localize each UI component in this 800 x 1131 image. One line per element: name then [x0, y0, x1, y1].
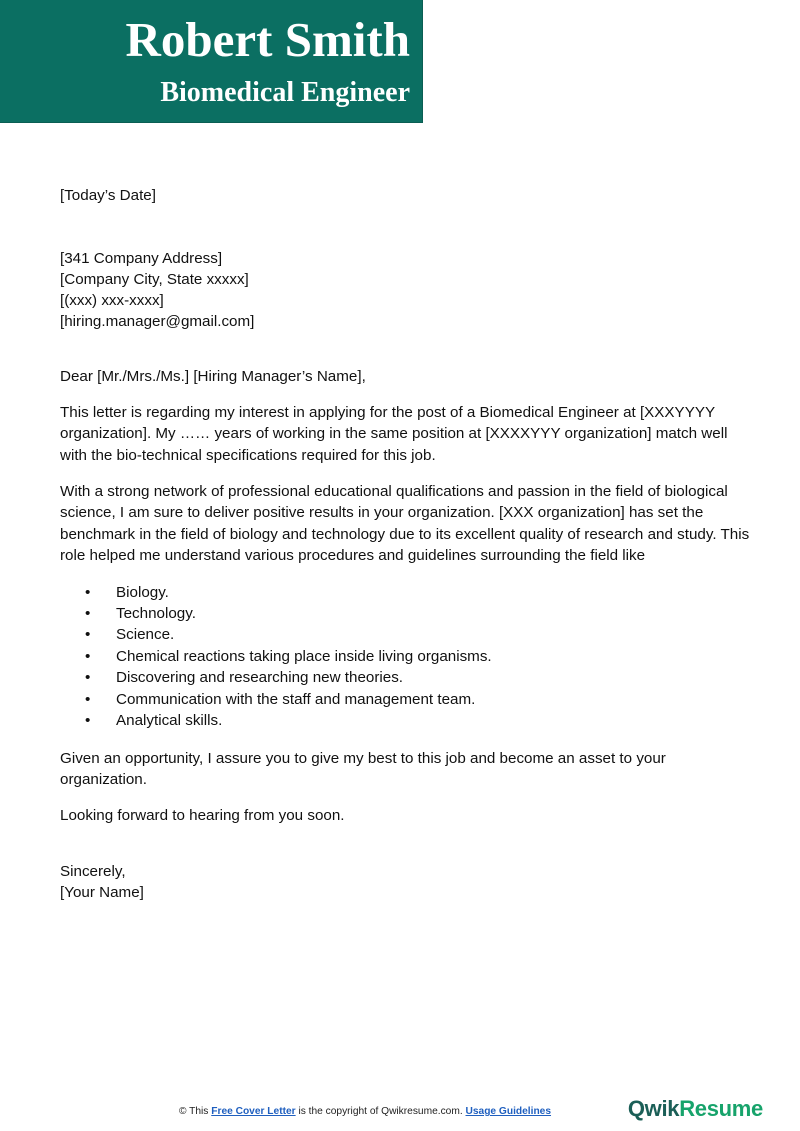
candidate-title: Biomedical Engineer: [160, 77, 410, 108]
candidate-name: Robert Smith: [125, 12, 410, 67]
qwikresume-logo: [628, 1096, 763, 1122]
list-item-text: Analytical skills.: [116, 712, 223, 730]
list-item: [60, 582, 750, 603]
free-cover-letter-link[interactable]: Free Cover Letter: [211, 1106, 296, 1117]
brand-part-qwik: Qwik: [627, 1096, 680, 1121]
bullet-icon: •: [85, 669, 91, 687]
signoff-block: [60, 861, 750, 904]
bullet-icon: •: [85, 605, 91, 623]
address-line-street: [341 Company Address]: [60, 250, 223, 268]
list-item-text: Communication with the staff and management team.: [116, 690, 476, 708]
bullet-icon: •: [85, 583, 91, 601]
letter-date: [Today’s Date]: [60, 187, 156, 204]
footer-prefix: © This: [179, 1106, 209, 1117]
list-item: [60, 646, 750, 667]
signature-name: [Your Name]: [60, 884, 144, 902]
list-item-text: Technology.: [116, 605, 196, 623]
usage-guidelines-link[interactable]: Usage Guidelines: [465, 1106, 552, 1117]
list-item-text: Discovering and researching new theories.: [116, 669, 404, 687]
bullet-icon: •: [85, 690, 91, 708]
list-item: [60, 689, 750, 710]
paragraph-qualifications: With a strong network of professional educational qualifications and passion in the field of biological science, I am sure to deliver positive results in your organization. [XXX organization] has set the benchmark in the field of biology and technology due to its excellent quality of research and study. This role helped me understand various procedures and guidelines surrounding the field like: [60, 483, 750, 565]
skills-list: [60, 582, 750, 732]
list-item: [60, 710, 750, 731]
salutation: Dear [Mr./Mrs./Ms.] [Hiring Manager’s Name],: [60, 368, 366, 386]
footer-middle: is the copyright of Qwikresume.com.: [298, 1106, 463, 1117]
list-item: [60, 603, 750, 624]
recipient-address: [60, 248, 750, 332]
letter-body: [60, 185, 750, 904]
paragraph-closing: Given an opportunity, I assure you to give my best to this job and become an asset to your organization.: [60, 749, 666, 788]
address-line-email: [hiring.manager@gmail.com]: [60, 313, 255, 331]
header-band: [0, 0, 423, 123]
bullet-icon: •: [85, 626, 91, 644]
paragraph-looking-forward: Looking forward to hearing from you soon.: [60, 807, 345, 825]
list-item-text: Biology.: [116, 583, 169, 601]
bullet-icon: •: [85, 712, 91, 730]
copyright-footer: [179, 1106, 551, 1117]
address-line-phone: [(xxx) xxx-xxxx]: [60, 292, 164, 310]
list-item: [60, 667, 750, 688]
list-item-text: Science.: [116, 626, 175, 644]
address-line-city: [Company City, State xxxxx]: [60, 271, 249, 289]
paragraph-intro: This letter is regarding my interest in applying for the post of a Biomedical Engineer at [XXXYYYY organization]. My …… years of working in the same position at [XXXXYYY organization] match well with the bio-technical specifications required for this job.: [60, 403, 728, 464]
list-item: [60, 624, 750, 645]
signoff: Sincerely,: [60, 862, 126, 880]
brand-part-resume: Resume: [679, 1096, 763, 1121]
list-item-text: Chemical reactions taking place inside living organisms.: [116, 647, 492, 665]
bullet-icon: •: [85, 647, 91, 665]
